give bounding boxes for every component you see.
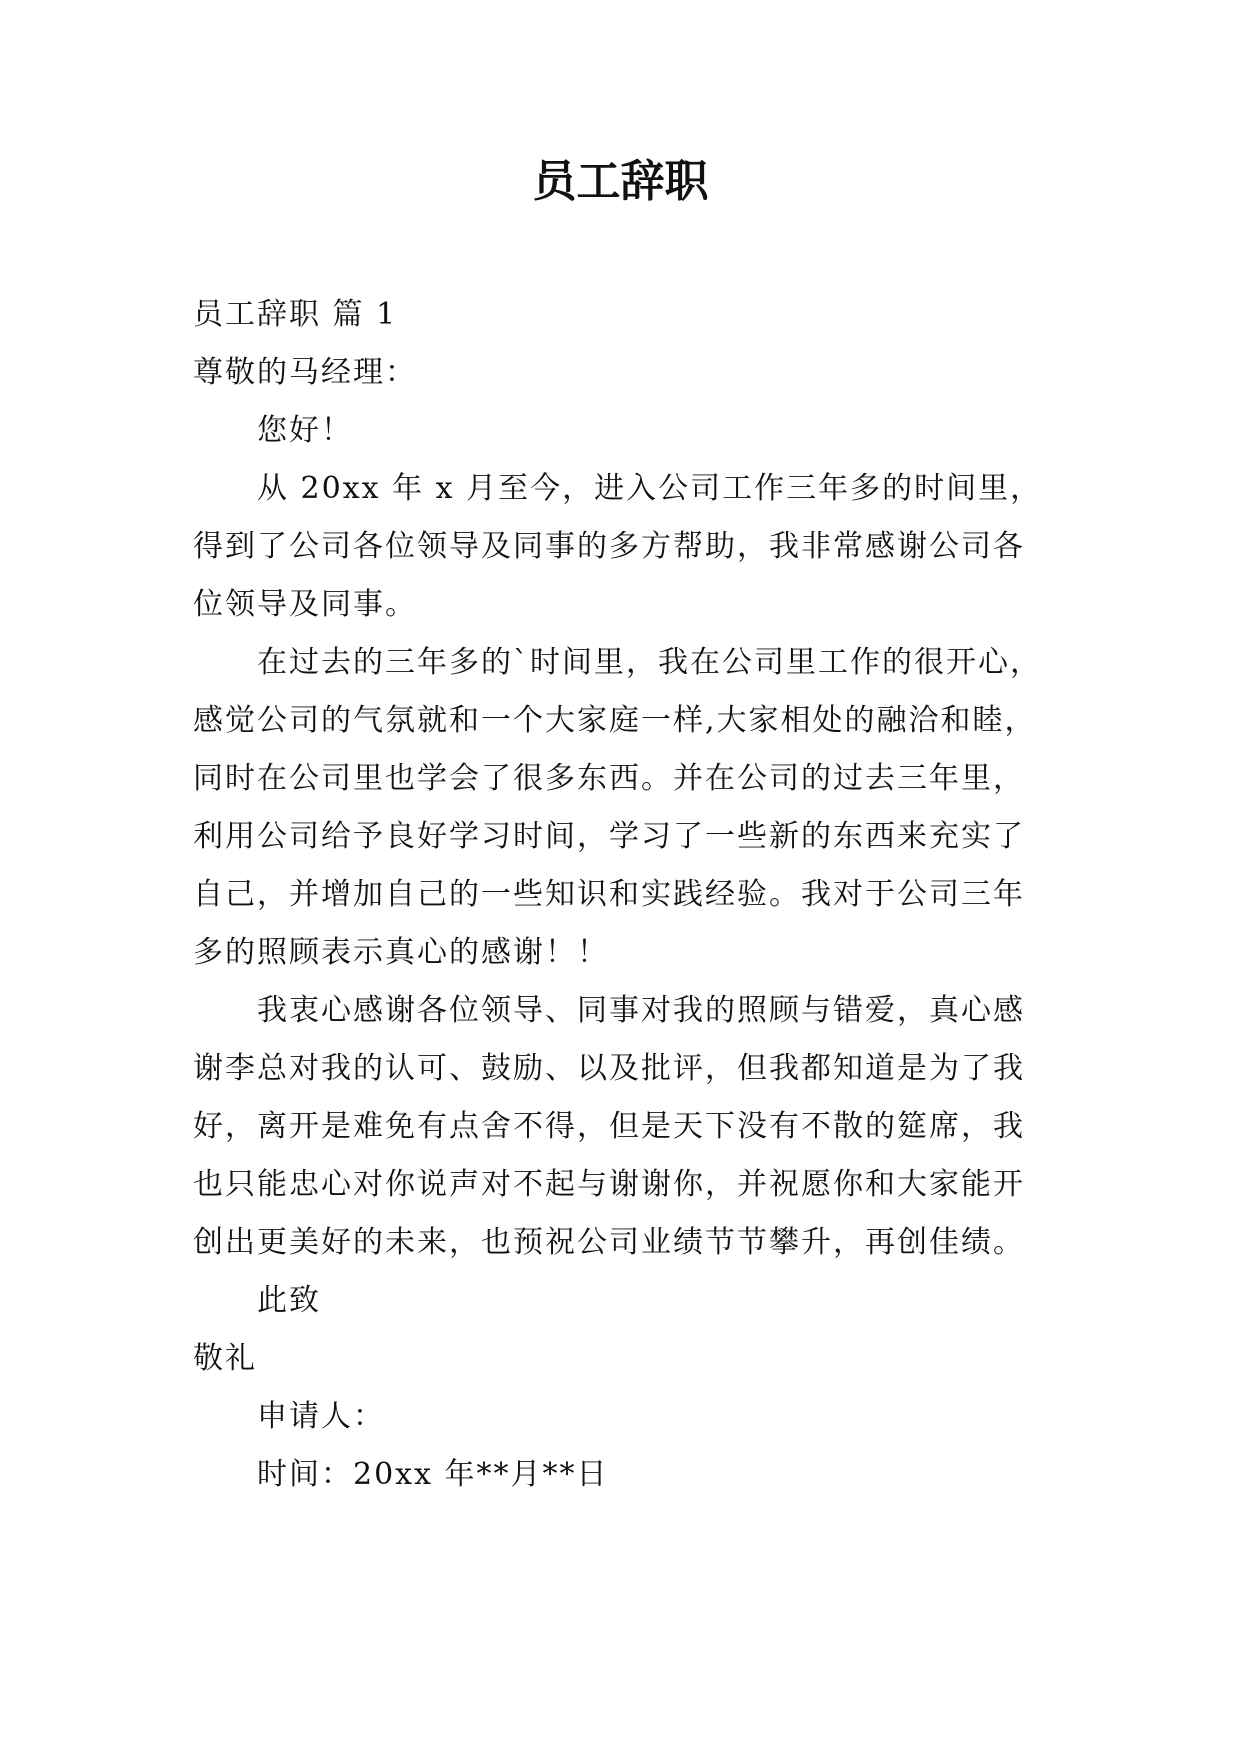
paragraph3-line: 创出更美好的未来，也预祝公司业绩节节攀升，再创佳绩。 [193, 1225, 1025, 1260]
applicant-label: 申请人： [257, 1399, 385, 1434]
date-label: 时间：20xx 年**月**日 [257, 1457, 609, 1492]
closing-salute: 敬礼 [193, 1341, 257, 1376]
salutation: 尊敬的马经理： [193, 355, 417, 390]
paragraph3-line: 谢李总对我的认可、鼓励、以及批评，但我都知道是为了我 [193, 1051, 1025, 1086]
paragraph3-line: 我衷心感谢各位领导、同事对我的照顾与错爱，真心感 [257, 993, 1025, 1028]
closing-regards: 此致 [257, 1283, 321, 1318]
paragraph2-line: 多的照顾表示真心的感谢！！ [193, 935, 609, 970]
paragraph2-line: 自己，并增加自己的一些知识和实践经验。我对于公司三年 [193, 877, 1025, 912]
document-body [193, 286, 1073, 1504]
paragraph2-line: 感觉公司的气氛就和一个大家庭一样,大家相处的融洽和睦， [193, 703, 1037, 738]
paragraph1-line: 得到了公司各位领导及同事的多方帮助，我非常感谢公司各 [193, 529, 1025, 564]
paragraph1-line: 位领导及同事。 [193, 587, 417, 622]
paragraph1-line: 从 20xx 年 x 月至今，进入公司工作三年多的时间里， [257, 471, 1043, 506]
paragraph2-line: 同时在公司里也学会了很多东西。并在公司的过去三年里， [193, 761, 1025, 796]
greeting: 您好！ [257, 413, 353, 448]
paragraph3-line: 好，离开是难免有点舍不得，但是天下没有不散的筵席，我 [193, 1109, 1025, 1144]
paragraph2-line: 在过去的三年多的`时间里，我在公司里工作的很开心， [257, 645, 1042, 680]
document-title: 员工辞职 [532, 156, 709, 207]
paragraph2-line: 利用公司给予良好学习时间，学习了一些新的东西来充实了 [193, 819, 1025, 854]
paragraph3-line: 也只能忠心对你说声对不起与谢谢你，并祝愿你和大家能开 [193, 1167, 1025, 1202]
section-heading: 员工辞职 篇 1 [193, 297, 398, 332]
